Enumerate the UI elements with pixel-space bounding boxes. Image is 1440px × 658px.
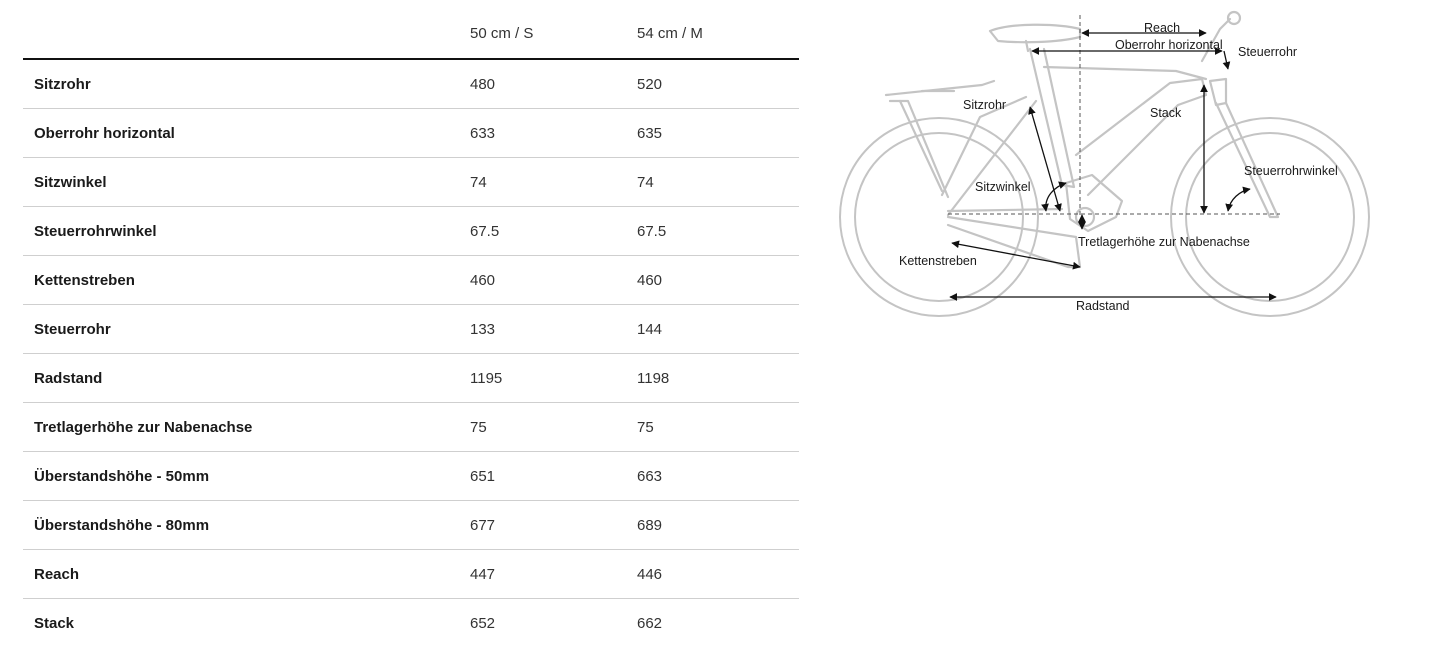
label-kettenstreben: Kettenstreben [899,254,977,268]
value-size-s: 447 [470,566,496,583]
label-oberrohr: Oberrohr horizontal [1115,38,1223,52]
label-tretlager: Tretlagerhöhe zur Nabenachse [1078,235,1250,249]
table-row [23,354,799,403]
label-stack: Stack [1150,106,1182,120]
row-label: Steuerrohr [34,321,111,338]
row-label: Tretlagerhöhe zur Nabenachse [34,419,253,436]
table-row [23,305,799,354]
table-row [23,60,799,109]
value-size-s: 651 [470,468,496,485]
row-label: Überstandshöhe - 80mm [34,517,210,534]
value-size-s: 677 [470,517,496,534]
value-size-m: 520 [637,76,663,93]
table-row [23,109,799,158]
value-size-m: 663 [637,468,663,485]
table-row [23,256,799,305]
value-size-m: 662 [637,615,663,632]
diagram-labels [899,21,1338,313]
value-size-m: 635 [637,125,663,142]
column-header-size-m: 54 cm / M [637,25,703,42]
value-size-s: 133 [470,321,496,338]
steuerrohr-arrow [1224,51,1228,69]
value-size-s: 480 [470,76,496,93]
value-size-m: 144 [637,321,663,338]
label-sitzwinkel: Sitzwinkel [975,180,1031,194]
rear-wheel [840,118,1038,316]
row-label: Sitzrohr [34,76,91,93]
value-size-s: 1195 [470,370,503,387]
label-steuerrohr: Steuerrohr [1238,45,1298,59]
value-size-s: 652 [470,615,496,632]
row-label: Oberrohr horizontal [34,125,175,142]
table-row [23,207,799,256]
value-size-m: 689 [637,517,663,534]
value-size-m: 75 [637,419,654,436]
table-row [23,550,799,599]
label-reach: Reach [1144,21,1181,35]
row-label: Überstandshöhe - 50mm [34,468,210,485]
value-size-m: 1198 [637,370,670,387]
table-row [23,158,799,207]
table-header [23,0,799,60]
value-size-s: 633 [470,125,496,142]
row-label: Reach [34,566,80,583]
label-steuerrohrwinkel: Steuerrohrwinkel [1244,164,1338,178]
geometry-table [23,0,799,647]
row-label: Kettenstreben [34,272,135,289]
table-row [23,452,799,501]
label-sitzrohr: Sitzrohr [963,98,1007,112]
table-row [23,403,799,452]
value-size-s: 460 [470,272,496,289]
table-row [23,501,799,550]
bike-geometry-diagram [830,5,1390,335]
row-label: Steuerrohrwinkel [34,223,157,240]
row-label: Radstand [34,370,103,387]
value-size-s: 75 [470,419,487,436]
value-size-m: 446 [637,566,663,583]
value-size-m: 74 [637,174,654,191]
value-size-s: 67.5 [470,223,500,240]
row-label: Stack [34,615,75,632]
label-radstand: Radstand [1076,299,1130,313]
table-body [23,60,799,647]
row-label: Sitzwinkel [34,174,107,191]
value-size-s: 74 [470,174,487,191]
measurement-arrows [950,33,1276,297]
column-header-size-s: 50 cm / S [470,25,534,42]
steuerrohrwinkel-arc [1228,189,1250,211]
table-row [23,599,799,647]
value-size-m: 67.5 [637,223,667,240]
value-size-m: 460 [637,272,663,289]
